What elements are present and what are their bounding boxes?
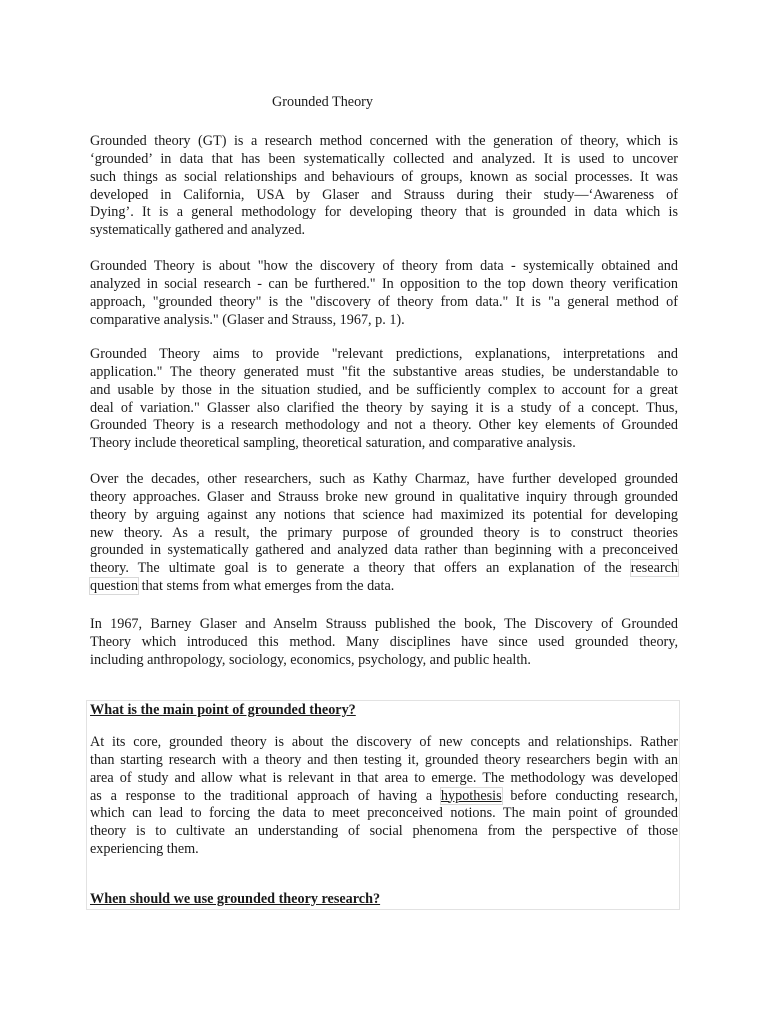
paragraph [90, 734, 678, 859]
text-line: Grounded Theory aims to provide "relevant predictions, explanations, interpretations and [90, 346, 678, 362]
text-line: systematically gathered and analyzed. [90, 222, 306, 239]
text-span: that stems from what emerges from the data. [138, 578, 395, 595]
text-line: Grounded Theory is a research methodology and not a theory. Other key elements of Grounded [90, 417, 678, 434]
text-span: before conducting research, [501, 787, 679, 804]
hyperlink[interactable]: hypothesis [440, 787, 502, 804]
text-line: area of study and allow what is relevant in that area to emerge. The methodology was developed [90, 769, 678, 786]
section-heading-when-to-use: When should we use grounded theory research? [90, 891, 381, 907]
paragraph [90, 133, 678, 240]
text-line: such things as social relationships and behaviours of groups, known as social processes. It was [90, 168, 678, 185]
text-line: comparative analysis." (Glaser and Strauss, 1967, p. 1). [90, 311, 405, 328]
text-line: deal of variation." Glasser also clarified the theory by saying it is a study of a concept. Thus, [90, 399, 678, 416]
text-line: and usable by those in the situation studied, and be sufficiently complex to account for a great [90, 381, 678, 398]
document-title: Grounded Theory [272, 94, 373, 110]
text-line: Grounded theory (GT) is a research method concerned with the generation of theory, which is [90, 133, 678, 149]
text-line: theory by arguing against any notions that science had maximized its potential for developing [90, 506, 678, 523]
text-span: theory. The ultimate goal is to generate a theory that offers an explanation of the [90, 560, 631, 577]
text-line: developed in California, USA by Glaser and Strauss during their study—‘Awareness of [90, 186, 678, 203]
text-line: At its core, grounded theory is about the discovery of new concepts and relationships. Rather [90, 734, 678, 750]
text-line [90, 560, 678, 578]
text-line: grounded in systematically gathered and analyzed data rather than beginning with a preconceived [90, 542, 678, 559]
text-line: including anthropology, sociology, economics, psychology, and public health. [90, 651, 531, 668]
text-line: Over the decades, other researchers, such as Kathy Charmaz, have further developed grounded [90, 471, 678, 487]
section-heading-main-point: What is the main point of grounded theory? [90, 702, 356, 718]
text-line: theory approaches. Glaser and Strauss broke new ground in qualitative inquiry through grounded [90, 488, 678, 505]
paragraph [90, 346, 678, 453]
text-line: than starting research with a theory and then testing it, grounded theory researchers begin with an [90, 751, 678, 768]
text-line: analyzed in social research - can be furthered." In opposition to the top down theory verification [90, 275, 678, 292]
text-line: experiencing them. [90, 841, 199, 858]
text-line: Grounded Theory is about "how the discovery of theory from data - systemically obtained and [90, 258, 678, 274]
text-line: application." The theory generated must "fit the substantive areas studies, be understandable to [90, 363, 678, 380]
text-line: new theory. As a result, the primary purpose of grounded theory is to construct theories [90, 524, 678, 541]
text-span: as a response to the traditional approach of having a [90, 787, 441, 804]
hyperlink[interactable]: research [630, 560, 678, 577]
text-line: Theory include theoretical sampling, theoretical saturation, and comparative analysis. [90, 435, 576, 452]
paragraph [90, 258, 678, 329]
text-line: ‘grounded’ in data that has been systematically collected and analyzed. It is used to uncover [90, 150, 678, 167]
text-line: In 1967, Barney Glaser and Anselm Strauss published the book, The Discovery of Grounded [90, 616, 678, 632]
paragraph [90, 616, 678, 670]
hyperlink[interactable]: question [90, 578, 139, 595]
text-line: which can lead to forcing the data to meet preconceived notions. The main point of grounded [90, 805, 678, 822]
text-line: theory is to cultivate an understanding of social phenomena from the perspective of those [90, 823, 678, 840]
text-line: Theory which introduced this method. Many disciplines have since used grounded theory, [90, 633, 678, 650]
text-line: approach, "grounded theory" is the "discovery of theory from data." It is "a general method of [90, 293, 678, 310]
text-line [90, 788, 678, 806]
text-line: Dying’. It is a general methodology for developing theory that is grounded in data which is [90, 204, 678, 221]
text-line [90, 578, 678, 596]
paragraph [90, 471, 678, 596]
